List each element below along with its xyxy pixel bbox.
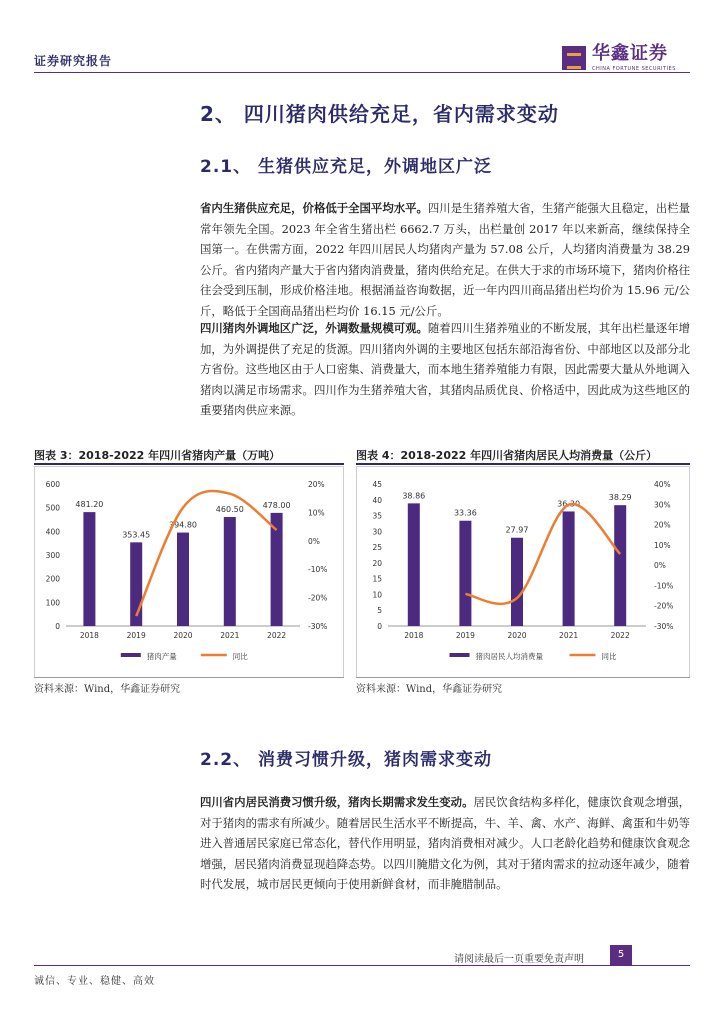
logo-name-en: CHINA FORTUNE SECURITIES xyxy=(592,66,676,72)
paragraph-body: 居民饮食结构多样化，健康饮食观念增强，对于猪肉的需求有所减少。随着居民生活水平不断提高，牛、羊、禽、水产、海鲜、禽蛋和牛奶等进入普通居民家庭已常态化，替代作用明显，猪肉消费相对减少。人口老龄化趋势和健康饮食观念增强，居民猪肉消费显现趋降态势。以四川腌腊文化为例，其对于猪肉需求的拉动逐年减少，随着时代发展，城市居民更倾向于使用新鲜食材，而非腌腊制品。 xyxy=(200,795,690,891)
y2-tick-label: 20% xyxy=(308,480,325,489)
y-tick-label: 0 xyxy=(55,622,60,631)
y-tick-label: 5 xyxy=(377,606,382,616)
footer-divider xyxy=(34,965,690,966)
section-title: 2、 四川猪肉供给充足，省内需求变动 xyxy=(200,102,559,126)
legend-label: 猪肉居民人均消费量 xyxy=(475,652,544,661)
y-tick-label: 200 xyxy=(45,574,60,584)
x-tick-label: 2020 xyxy=(173,631,193,640)
bar xyxy=(224,517,236,626)
y-tick-label: 100 xyxy=(45,598,60,608)
y2-tick-label: 30% xyxy=(654,500,671,510)
data-label: 27.97 xyxy=(505,525,529,535)
chart3-pork-output xyxy=(34,466,344,678)
y2-tick-label: 10% xyxy=(308,508,325,518)
y-tick-label: 30 xyxy=(372,527,382,537)
y2-tick-label: -30% xyxy=(308,622,328,631)
chart3-title: 图表 3：2018-2022 年四川省猪肉产量（万吨） xyxy=(34,449,281,462)
y-tick-label: 25 xyxy=(372,543,382,553)
paragraph-lead: 省内生猪供应充足，价格低于全国平均水平。 xyxy=(200,201,428,215)
paragraph-body: 随着四川生猪养殖业的不断发展，其年出栏量逐年增加，为外调提供了充足的货源。四川猪肉外调的主要地区包括东部沿海省份、中部地区以及部分北方省份。这些地区由于人口密集、消费量大，而本地生猪养殖能力有限，因此需要大量从外地调入猪肉以满足市场需求。四川作为生猪养殖大省，其猪肉品质优良、价格适中，因此成为这些地区的重要猪肉供应来源。 xyxy=(200,321,690,417)
logo-name-cn: 华鑫证券 xyxy=(592,43,668,64)
paragraph-lead: 四川省内居民消费习惯升级，猪肉长期需求发生变动。 xyxy=(200,795,474,809)
y2-tick-label: 0% xyxy=(308,536,320,546)
y2-tick-label: -20% xyxy=(308,593,328,603)
y-tick-label: 20 xyxy=(372,558,382,568)
chart4-source-rule xyxy=(356,677,690,678)
y2-tick-label: -10% xyxy=(654,581,674,591)
disclaimer-note: 请阅读最后一页重要免责声明 xyxy=(454,954,584,965)
data-label: 38.86 xyxy=(402,491,426,501)
chart3-source-rule xyxy=(34,677,344,678)
y-tick-label: 35 xyxy=(372,511,382,521)
subsection-title-2-1: 2.1、 生猪供应充足，外调地区广泛 xyxy=(200,157,493,177)
data-label: 33.36 xyxy=(453,508,477,518)
y-tick-label: 40 xyxy=(372,495,382,505)
bar xyxy=(563,511,575,626)
y2-tick-label: 20% xyxy=(654,520,671,530)
chart4-rule xyxy=(356,463,690,465)
data-label: 481.20 xyxy=(75,500,104,510)
y2-tick-label: -10% xyxy=(308,565,328,575)
y-tick-label: 500 xyxy=(45,503,60,513)
bar xyxy=(614,505,626,626)
x-tick-label: 2020 xyxy=(507,631,527,640)
y2-tick-label: -30% xyxy=(654,622,674,631)
yoy-line xyxy=(136,491,276,616)
legend-label: 同比 xyxy=(232,652,248,661)
y-tick-label: 400 xyxy=(45,527,60,537)
report-type-label: 证券研究报告 xyxy=(34,54,113,68)
legend-label: 猪肉产量 xyxy=(146,652,177,661)
header-divider xyxy=(34,72,690,73)
paragraph-supply xyxy=(200,198,690,321)
x-tick-label: 2021 xyxy=(559,631,579,640)
legend-swatch-bar xyxy=(450,653,470,657)
data-label: 38.29 xyxy=(608,493,632,503)
data-label: 353.45 xyxy=(122,530,151,540)
x-tick-label: 2021 xyxy=(220,631,240,640)
bar xyxy=(177,533,189,626)
bar xyxy=(459,521,471,626)
x-tick-label: 2019 xyxy=(126,631,146,640)
y2-tick-label: -20% xyxy=(654,601,674,611)
paragraph-body: 四川是生猪养殖大省，生猪产能强大且稳定，出栏量常年领先全国。2023 年全省生猪出栏 6662.7 万头，出栏量创 2017 年以来新高，继续保持全国第一。在供需方面，2022 年四川居民人均猪肉产量为 57.08 公斤，人均猪肉消费量为 38.29 公斤。省内猪肉产量大于省内猪肉消费量，猪肉供给充足。在供大于求的市场环境下，猪肉价格往往会受到压制，形成价格洼地。根据涌益咨询数据，近一年内四川商品猪出栏均价为 15.96 元/公斤，略低于全国商品猪出栏均价 16.15 元/公斤。 xyxy=(200,201,690,318)
x-tick-label: 2018 xyxy=(404,631,424,640)
legend-swatch-bar xyxy=(121,653,141,657)
data-label: 394.80 xyxy=(169,520,197,530)
data-label: 36.30 xyxy=(557,499,581,509)
subsection-title-2-2: 2.2、 消费习惯升级，猪肉需求变动 xyxy=(200,750,493,770)
bar xyxy=(408,503,420,626)
chart3-source: 资料来源：Wind，华鑫证券研究 xyxy=(34,684,181,695)
paragraph-export xyxy=(200,318,690,421)
company-motto: 诚信、专业、稳健、高效 xyxy=(34,976,155,987)
y-tick-label: 45 xyxy=(372,480,382,489)
chart4-source: 资料来源：Wind，华鑫证券研究 xyxy=(356,684,503,695)
data-label: 478.00 xyxy=(262,500,291,510)
legend-label: 同比 xyxy=(601,652,617,661)
logo-icon xyxy=(562,46,586,70)
data-label: 460.50 xyxy=(215,505,244,515)
y-tick-label: 600 xyxy=(45,480,60,489)
bar xyxy=(83,512,95,626)
x-tick-label: 2018 xyxy=(79,631,99,640)
bar xyxy=(511,538,523,626)
y-tick-label: 15 xyxy=(372,574,382,584)
chart3-rule xyxy=(34,463,344,465)
y2-tick-label: 0% xyxy=(654,561,666,571)
paragraph-lead: 四川猪肉外调地区广泛，外调数量规模可观。 xyxy=(200,321,428,335)
x-tick-label: 2019 xyxy=(455,631,475,640)
y-tick-label: 300 xyxy=(45,551,60,560)
chart4-pork-consumption xyxy=(356,466,690,678)
chart4-title: 图表 4：2018-2022 年四川省猪肉居民人均消费量（公斤） xyxy=(356,449,658,462)
y-tick-label: 10 xyxy=(372,590,382,600)
y2-tick-label: 10% xyxy=(654,540,671,550)
x-tick-label: 2022 xyxy=(267,631,287,640)
company-logo xyxy=(562,44,676,72)
paragraph-demand xyxy=(200,792,690,895)
yoy-line xyxy=(465,504,620,604)
y-tick-label: 0 xyxy=(377,622,382,631)
page-number: 5 xyxy=(610,945,632,965)
x-tick-label: 2022 xyxy=(610,631,630,640)
y2-tick-label: 40% xyxy=(654,480,671,489)
